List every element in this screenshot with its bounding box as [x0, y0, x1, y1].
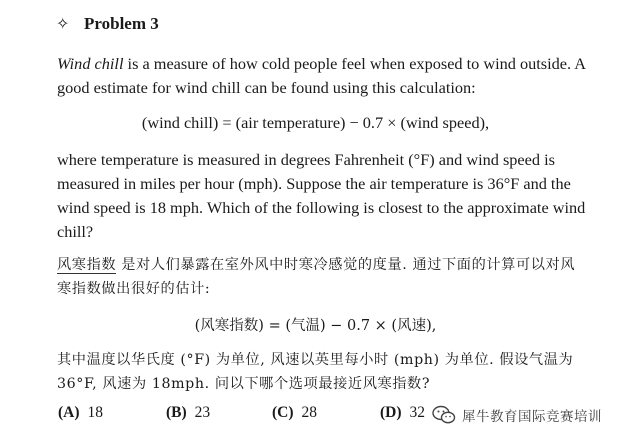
chinese-intro-line-1: [57, 253, 599, 277]
choice-d-value: 32: [409, 404, 426, 421]
chinese-intro-line-2: 寒指数做出很好的估计:: [57, 281, 211, 297]
english-equation: (wind chill) = (air temperature) − 0.7 × (wind speed),: [141, 113, 490, 132]
english-body-line-3: wind speed is 18 mph. Which of the following is closest to the approximate wind: [57, 198, 586, 217]
choice-d-label: (D): [380, 404, 402, 421]
english-intro-line-2: good estimate for wind chill can be found using this calculation:: [57, 78, 476, 97]
english-intro: [57, 52, 597, 100]
chinese-body-line-1: 其中温度以华氏度 (°F) 为单位, 风速以英里每小时 (mph) 为单位. 假设气温为: [57, 352, 574, 368]
choice-a[interactable]: [58, 404, 103, 422]
watermark-text: 犀牛教育国际竞赛培训: [462, 409, 602, 425]
choice-b-value: 23: [194, 404, 211, 421]
choice-d[interactable]: [380, 404, 425, 422]
problem-heading: [56, 14, 159, 34]
chinese-term: 风寒指数: [57, 257, 117, 273]
choice-b-label: (B): [166, 404, 187, 421]
wechat-icon: [432, 405, 456, 425]
diamond-star-icon: ✧: [56, 16, 70, 33]
choice-c-value: 28: [301, 404, 318, 421]
problem-title: Problem 3: [84, 14, 159, 33]
choice-b[interactable]: [166, 404, 210, 422]
chinese-body: [57, 348, 599, 396]
chinese-intro-rest: 是对人们暴露在室外风中时寒冷感觉的度量. 通过下面的计算可以对风: [116, 257, 576, 273]
english-intro-line-1: [57, 52, 597, 76]
english-body-line-1: where temperature is measured in degrees Fahrenheit (°F) and wind speed is: [57, 150, 555, 169]
choice-a-value: 18: [87, 404, 104, 421]
english-intro-rest: is a measure of how cold people feel when exposed to wind outside. A: [123, 54, 587, 73]
english-body-line-2: measured in miles per hour (mph). Suppose the air temperature is 36°F and the: [57, 174, 571, 193]
chinese-body-line-2: 36°F, 风速为 18mph. 问以下哪个选项最接近风寒指数?: [57, 376, 431, 392]
choice-c-label: (C): [272, 404, 294, 421]
chinese-equation: (风寒指数) = (气温) − 0.7 × (风速),: [194, 318, 437, 334]
english-body: [57, 148, 597, 244]
choice-c[interactable]: [272, 404, 317, 422]
wind-chill-term: Wind chill: [57, 54, 124, 73]
watermark: [432, 400, 606, 430]
chinese-intro: [57, 253, 599, 301]
english-body-line-4: chill?: [57, 222, 94, 241]
choice-a-label: (A): [58, 404, 80, 421]
